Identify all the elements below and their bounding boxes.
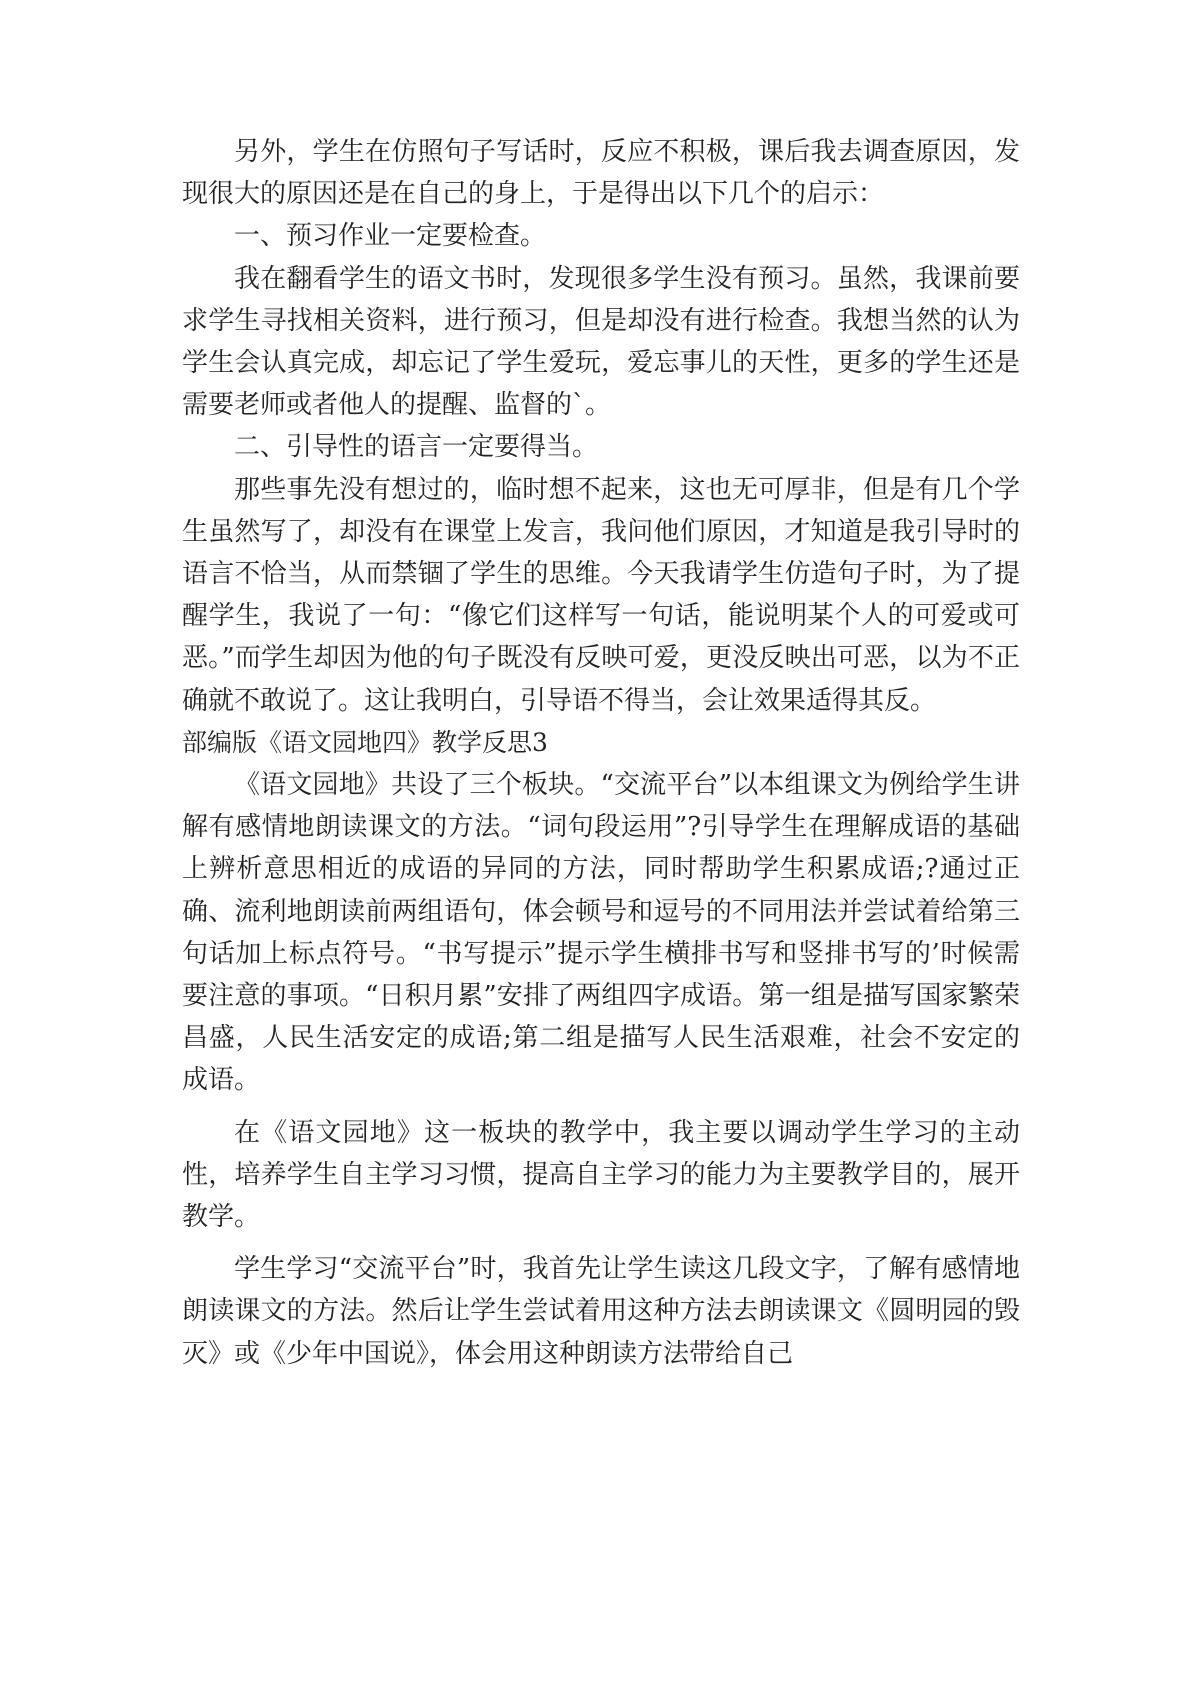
paragraph-inspiration-intro: 另外，学生在仿照句子写话时，反应不积极，课后我去调查原因，发现很大的原因还是在自己的身上，于是得出以下几个的启示： (182, 137, 1020, 210)
paragraph-teaching-goal: 在《语文园地》这一板块的教学中，我主要以调动学生学习的主动性，培养学生自主学习习惯，提高自主学习的能力为主要教学目的，展开教学。 (182, 1117, 1020, 1233)
document-page (182, 131, 1020, 1375)
section-title: 部编版《语文园地四》教学反思3 (182, 727, 548, 757)
paragraph-preview-check: 我在翻看学生的语文书时，发现很多学生没有预习。虽然，我课前要求学生寻找相关资料，进行预习，但是却没有进行检查。我想当然的认为学生会认真完成，却忘记了学生爱玩，爱忘事儿的天性，更多的学生还是需要老师或者他人的提醒、监督的`。 (182, 263, 1020, 421)
heading-guiding-language: 二、引导性的语言一定要得当。 (234, 432, 599, 463)
paragraph-guiding-language: 那些事先没有想过的，临时想不起来，这也无可厚非，但是有几个学生虽然写了，却没有在课堂上发言，我问他们原因，才知道是我引导时的语言不恰当，从而禁锢了学生的思维。今天我请学生仿造句子时，为了提醒学生，我说了一句：“像它们这样写一句话，能说明某个人的可爱或可恶。”而学生却因为他的句子既没有反映可爱，更没反映出可恶，以为不正确就不敢说了。这让我明白，引导语不得当，会让效果适得其反。 (182, 474, 1020, 716)
heading-preview-check: 一、预习作业一定要检查。 (234, 221, 547, 252)
paragraph-garden-overview: 《语文园地》共设了三个板块。“交流平台”以本组课文为例给学生讲解有感情地朗读课文的方法。“词句段运用”?引导学生在理解成语的基础上辨析意思相近的成语的异同的方法，同时帮助学生积累成语;?通过正确、流利地朗读前两组语句，体会顿号和逗号的不同用法并尝试着给第三句话加上标点符号。“书写提示”提示学生横排书写和竖排书写的’时候需要注意的事项。“日积月累”安排了两组四字成语。第一组是描写国家繁荣昌盛，人民生活安定的成语;第二组是描写人民生活艰难，社会不安定的成语。 (182, 770, 1020, 1096)
paragraph-exchange-platform: 学生学习“交流平台”时，我首先让学生读这几段文字，了解有感情地朗读课文的方法。然后让学生尝试着用这种方法去朗读课文《圆明园的毁灭》或《少年中国说》，体会用这种朗读方法带给自己 (182, 1254, 1020, 1369)
